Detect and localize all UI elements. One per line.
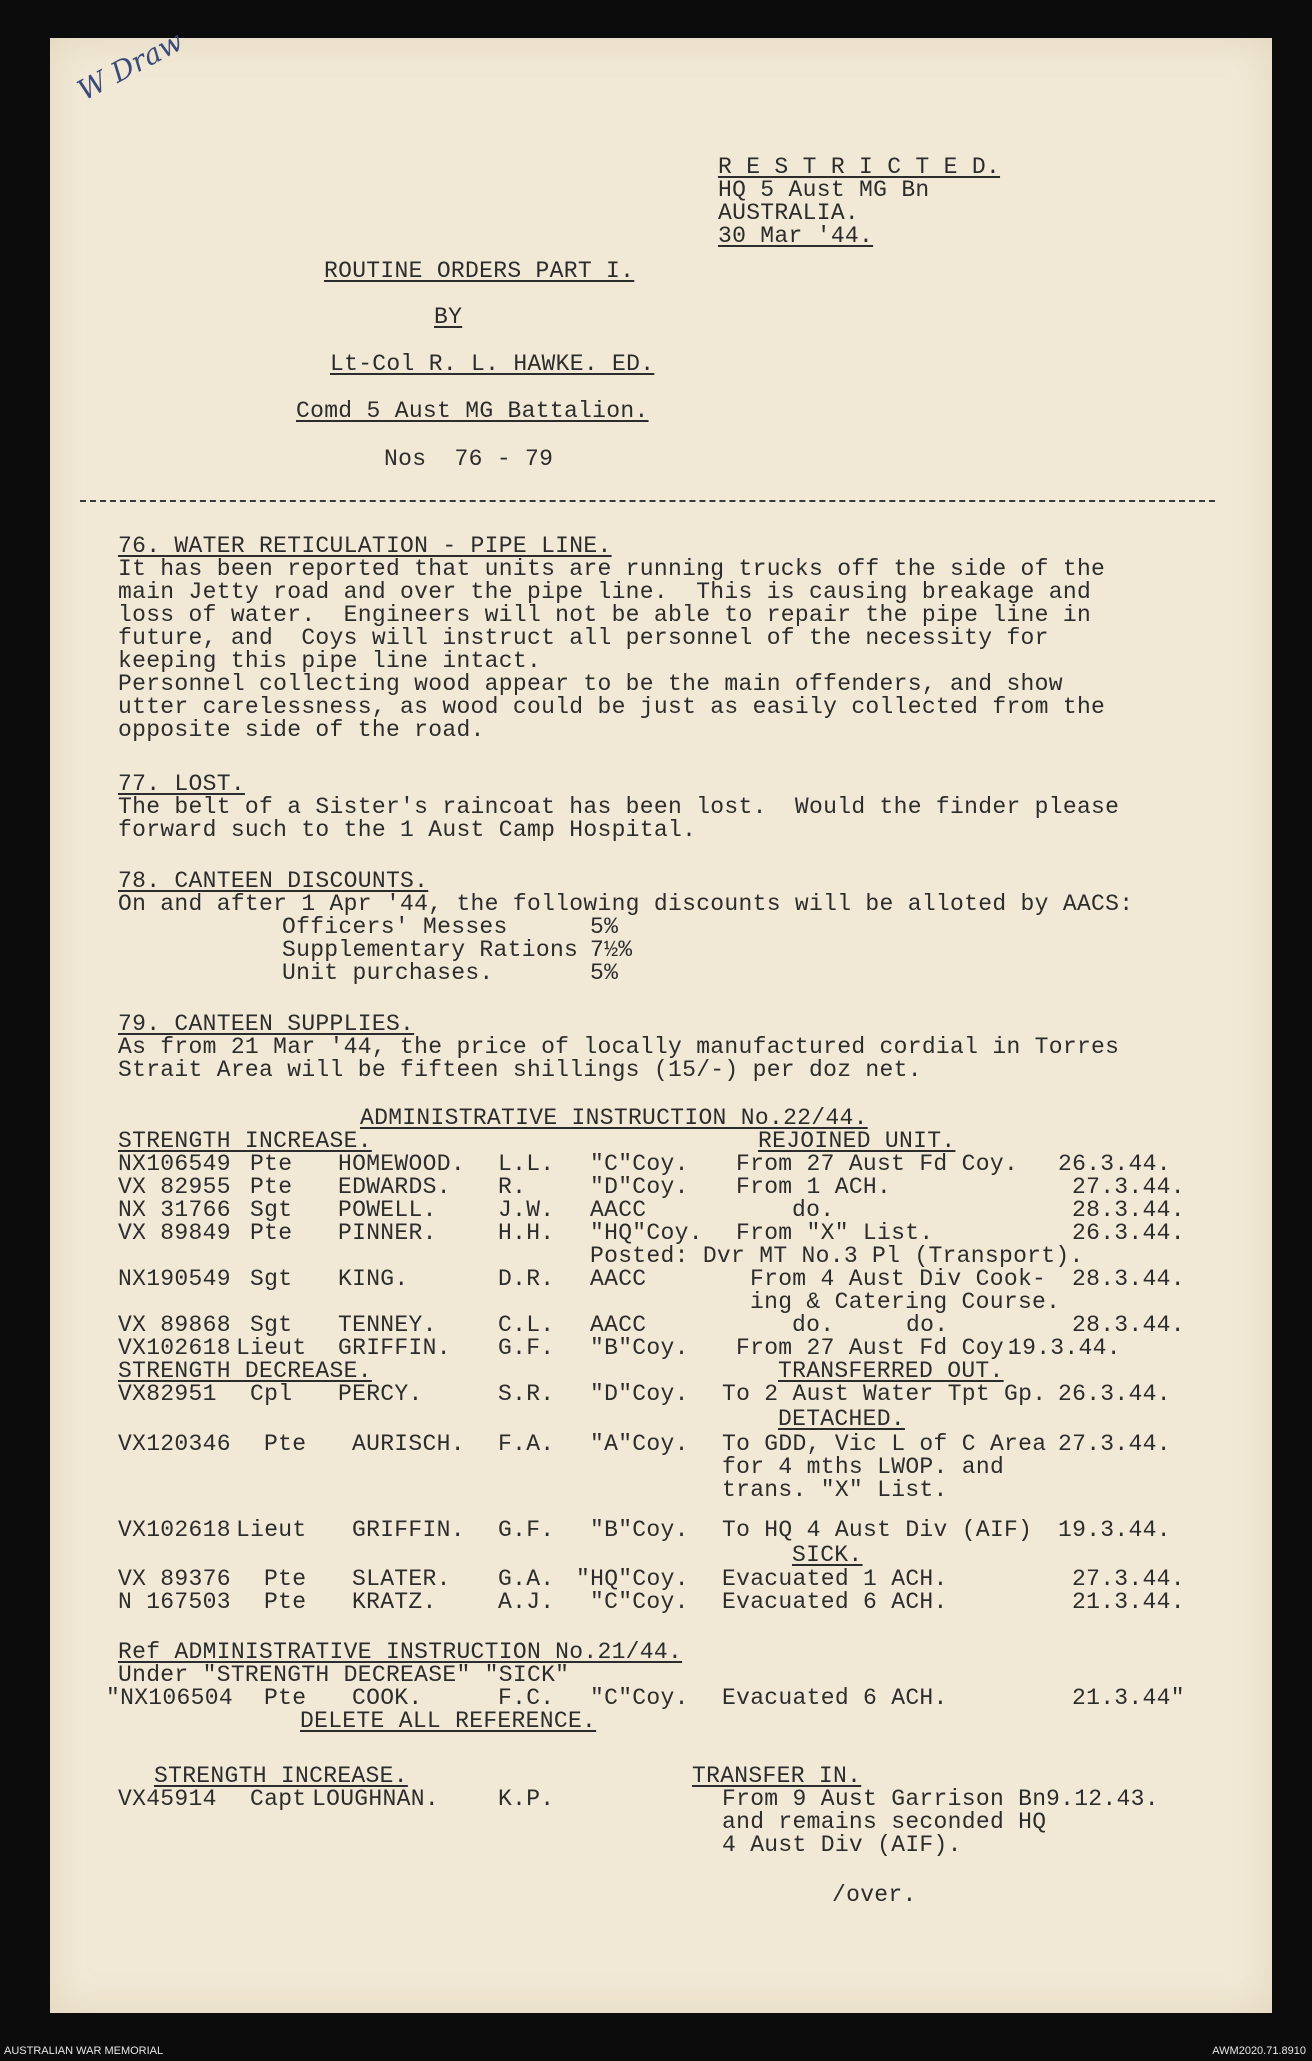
doc-title: ROUTINE ORDERS PART I. [324, 258, 635, 284]
remark: To GDD, Vic L of C Area [722, 1431, 1047, 1457]
company: "B"Coy. [590, 1517, 689, 1543]
service-number: N 167503 [118, 1589, 231, 1615]
remark: From 27 Aust Fd Coy. [736, 1335, 1019, 1361]
order-79-line: Strait Area will be fifteen shillings (15/-) per doz net. [118, 1057, 922, 1083]
remark-continued: and remains seconded HQ [722, 1809, 1047, 1835]
company: "HQ"Coy. [590, 1220, 703, 1246]
surname: GRIFFIN. [338, 1335, 451, 1361]
order-79-line: As from 21 Mar '44, the price of locally manufactured cordial in Torres [118, 1034, 1120, 1060]
rank: Pte [250, 1151, 293, 1177]
remark: From 4 Aust Div Cook- [750, 1266, 1047, 1292]
discount-label: Officers' Messes [282, 914, 508, 940]
effective-date: 26.3.44. [1072, 1220, 1185, 1246]
company: AACC [590, 1312, 647, 1338]
order-77-line: The belt of a Sister's raincoat has been lost. Would the finder please [118, 794, 1120, 820]
surname: LOUGHNAN. [312, 1786, 439, 1812]
company: "C"Coy. [590, 1685, 689, 1711]
order-76-line: Personnel collecting wood appear to be the main offenders, and show [118, 671, 1063, 697]
rank: Pte [250, 1174, 293, 1200]
page-over-marker: /over. [832, 1882, 917, 1908]
handwritten-annotation: W Draw [72, 24, 189, 108]
company: "B"Coy. [590, 1335, 689, 1361]
order-76-line: keeping this pipe line intact. [118, 648, 542, 674]
effective-date: 19.3.44. [1058, 1517, 1171, 1543]
order-79-heading: 79. CANTEEN SUPPLIES. [118, 1011, 415, 1037]
service-number: VX45914 [118, 1786, 217, 1812]
remark-ditto: do. [906, 1312, 949, 1338]
order-76-line: opposite side of the road. [118, 717, 485, 743]
title-command: Comd 5 Aust MG Battalion. [296, 398, 649, 424]
remark-continued: 4 Aust Div (AIF). [722, 1832, 962, 1858]
header-place: AUSTRALIA. [718, 200, 860, 226]
initials: K.P. [498, 1786, 555, 1812]
initials: J.W. [498, 1197, 555, 1223]
service-number: VX120346 [118, 1431, 231, 1457]
company: AACC [590, 1266, 647, 1292]
service-number: VX 89849 [118, 1220, 231, 1246]
service-number: VX102618 [118, 1335, 231, 1361]
rejoined-unit-heading: REJOINED UNIT. [758, 1128, 956, 1154]
divider-rule [80, 500, 1215, 502]
rank: Capt [250, 1786, 307, 1812]
rank: Cpl [250, 1381, 293, 1407]
effective-date: 28.3.44. [1072, 1312, 1185, 1338]
rank: Pte [264, 1589, 307, 1615]
archive-reference: AWM2020.71.8910 [1212, 2045, 1306, 2057]
surname: TENNEY. [338, 1312, 437, 1338]
document-page [50, 24, 1272, 2013]
remark: From "X" List. [736, 1220, 934, 1246]
surname: EDWARDS. [338, 1174, 451, 1200]
remark: Evacuated 1 ACH. [722, 1566, 948, 1592]
discount-value: 5% [590, 960, 619, 986]
order-76-heading: 76. WATER RETICULATION - PIPE LINE. [118, 533, 612, 559]
order-76-line: utter carelessness, as wood could be just as easily collected from the [118, 694, 1106, 720]
service-number: VX 89376 [118, 1566, 231, 1592]
initials: A.J. [498, 1589, 555, 1615]
ref-under: Under "STRENGTH DECREASE" "SICK" [118, 1662, 570, 1688]
remark: From 9 Aust Garrison Bn [722, 1786, 1047, 1812]
surname: KRATZ. [352, 1589, 437, 1615]
company: "D"Coy. [590, 1381, 689, 1407]
posting-note: Posted: Dvr MT No.3 Pl (Transport). [590, 1243, 1084, 1269]
title-by: BY [434, 304, 463, 330]
remark-continued: ing & Catering Course. [750, 1289, 1061, 1315]
rank: Sgt [250, 1197, 293, 1223]
order-77-heading: 77. LOST. [118, 771, 245, 797]
company: "C"Coy. [590, 1151, 689, 1177]
service-number: NX106549 [118, 1151, 231, 1177]
remark-continued: for 4 mths LWOP. and [722, 1454, 1005, 1480]
surname: PERCY. [338, 1381, 423, 1407]
service-number: VX102618 [118, 1517, 231, 1543]
surname: SLATER. [352, 1566, 451, 1592]
archive-footer [0, 2041, 1312, 2061]
effective-date: 21.3.44. [1072, 1589, 1185, 1615]
initials: G.F. [498, 1335, 555, 1361]
initials: R. [498, 1174, 527, 1200]
initials: F.C. [498, 1685, 555, 1711]
rank: Pte [264, 1566, 307, 1592]
surname: KING. [338, 1266, 409, 1292]
rank: Pte [264, 1431, 307, 1457]
effective-date: 28.3.44. [1072, 1266, 1185, 1292]
effective-date: 19.3.44. [1008, 1335, 1121, 1361]
company: "D"Coy. [590, 1174, 689, 1200]
remark: Evacuated 6 ACH. [722, 1589, 948, 1615]
initials: G.F. [498, 1517, 555, 1543]
remark: To 2 Aust Water Tpt Gp. [722, 1381, 1047, 1407]
rank: Sgt [250, 1266, 293, 1292]
header-date: 30 Mar '44. [718, 223, 874, 249]
company: "HQ"Coy. [576, 1566, 689, 1592]
rank: Lieut [236, 1517, 307, 1543]
effective-date: 28.3.44. [1072, 1197, 1185, 1223]
discount-label: Unit purchases. [282, 960, 494, 986]
effective-date: 26.3.44. [1058, 1381, 1171, 1407]
initials: C.L. [498, 1312, 555, 1338]
initials: F.A. [498, 1431, 555, 1457]
admin-heading: ADMINISTRATIVE INSTRUCTION No.22/44. [360, 1105, 868, 1131]
surname: PINNER. [338, 1220, 437, 1246]
order-76-line: loss of water. Engineers will not be able to repair the pipe line in [118, 602, 1092, 628]
surname: HOMEWOOD. [338, 1151, 465, 1177]
initials: G.A. [498, 1566, 555, 1592]
remark: To HQ 4 Aust Div (AIF) [722, 1517, 1033, 1543]
service-number: NX 31766 [118, 1197, 231, 1223]
effective-date: 9.12.43. [1046, 1786, 1159, 1812]
restricted-marking: R E S T R I C T E D. [718, 154, 1001, 180]
order-78-heading: 78. CANTEEN DISCOUNTS. [118, 868, 429, 894]
effective-date: 27.3.44. [1072, 1566, 1185, 1592]
company: "C"Coy. [590, 1589, 689, 1615]
title-numbers: Nos 76 - 79 [384, 446, 554, 472]
initials: S.R. [498, 1381, 555, 1407]
service-number: NX190549 [118, 1266, 231, 1292]
surname: AURISCH. [352, 1431, 465, 1457]
company: AACC [590, 1197, 647, 1223]
discount-value: 5% [590, 914, 619, 940]
effective-date: 27.3.44. [1072, 1174, 1185, 1200]
surname: GRIFFIN. [352, 1517, 465, 1543]
effective-date: 26.3.44. [1058, 1151, 1171, 1177]
sick-heading: SICK. [792, 1542, 863, 1568]
header-unit: HQ 5 Aust MG Bn [718, 177, 930, 203]
strength-increase-heading: STRENGTH INCREASE. [118, 1128, 372, 1154]
order-76-line: It has been reported that units are running trucks off the side of the [118, 556, 1106, 582]
order-78-intro: On and after 1 Apr '44, the following discounts will be alloted by AACS: [118, 891, 1134, 917]
delete-reference: DELETE ALL REFERENCE. [300, 1708, 597, 1734]
remark: From 1 ACH. [736, 1174, 892, 1200]
rank: Lieut [236, 1335, 307, 1361]
transfer-in-heading: TRANSFER IN. [692, 1763, 862, 1789]
order-76-line: future, and Coys will instruct all personnel of the necessity for [118, 625, 1049, 651]
rank: Pte [264, 1685, 307, 1711]
remark: Evacuated 6 ACH. [722, 1685, 948, 1711]
order-77-line: forward such to the 1 Aust Camp Hospital. [118, 817, 697, 843]
order-76-line: main Jetty road and over the pipe line. This is causing breakage and [118, 579, 1092, 605]
initials: H.H. [498, 1220, 555, 1246]
remark: do. [792, 1312, 835, 1338]
remark: From 27 Aust Fd Coy. [736, 1151, 1019, 1177]
strength-increase-heading: STRENGTH INCREASE. [154, 1763, 408, 1789]
remark-continued: trans. "X" List. [722, 1477, 948, 1503]
discount-value: 7½% [590, 937, 633, 963]
archive-name: AUSTRALIAN WAR MEMORIAL [4, 2045, 164, 2057]
surname: COOK. [352, 1685, 423, 1711]
title-commander: Lt-Col R. L. HAWKE. ED. [330, 351, 655, 377]
initials: L.L. [498, 1151, 555, 1177]
discount-label: Supplementary Rations [282, 937, 579, 963]
remark: do. [792, 1197, 835, 1223]
ref-heading: Ref ADMINISTRATIVE INSTRUCTION No.21/44. [118, 1639, 683, 1665]
surname: POWELL. [338, 1197, 437, 1223]
rank: Pte [250, 1220, 293, 1246]
detached-heading: DETACHED. [778, 1406, 905, 1432]
company: "A"Coy. [590, 1431, 689, 1457]
service-number: VX82951 [118, 1381, 217, 1407]
effective-date: 27.3.44. [1058, 1431, 1171, 1457]
strength-decrease-heading: STRENGTH DECREASE. [118, 1358, 372, 1384]
service-number: VX 89868 [118, 1312, 231, 1338]
initials: D.R. [498, 1266, 555, 1292]
transferred-out-heading: TRANSFERRED OUT. [778, 1358, 1004, 1384]
service-number: "NX106504 [106, 1685, 233, 1711]
effective-date: 21.3.44" [1072, 1685, 1185, 1711]
service-number: VX 82955 [118, 1174, 231, 1200]
rank: Sgt [250, 1312, 293, 1338]
